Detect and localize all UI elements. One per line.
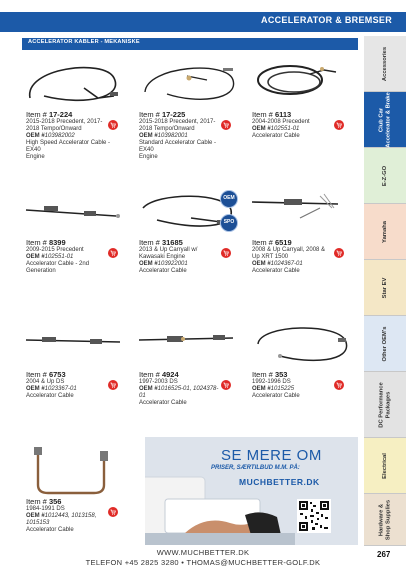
item-prefix: Item # — [252, 238, 273, 247]
item-prefix: Item # — [252, 370, 273, 379]
oem-label: OEM # — [26, 254, 45, 260]
cart-icon[interactable] — [108, 380, 118, 390]
fitment-line: 1984-1991 DS — [26, 506, 65, 512]
fitment-line: 2009-2015 Precedent — [26, 247, 84, 253]
description-line: Accelerator Cable — [139, 400, 187, 406]
item-number — [252, 110, 337, 119]
description-line: Accelerator Cable — [252, 393, 300, 399]
sidebar-tab-label-1: Other OEM's — [381, 326, 388, 361]
oem-number-2: 1015153 — [26, 520, 50, 526]
product-card — [24, 318, 136, 458]
description-line: Accelerator Cable — [252, 268, 300, 274]
oem-number: 103922001 — [157, 261, 188, 267]
oem-label: OEM # — [252, 386, 271, 392]
oem-line-2 — [26, 520, 111, 527]
cart-icon[interactable] — [334, 248, 344, 258]
fitment-line: 2018 Tempo/Onward — [26, 126, 82, 132]
oem-number: 103982001 — [157, 133, 188, 139]
description-line: Engine — [139, 154, 158, 160]
cart-icon[interactable] — [108, 507, 118, 517]
cart-icon[interactable] — [221, 380, 231, 390]
product-info — [26, 110, 111, 161]
sidebar-tab-label — [382, 453, 389, 479]
item-code: 6519 — [274, 238, 292, 247]
ad-subline: PRISER, SÆRTILBUD M.M. PÅ: — [211, 465, 300, 471]
item-code: 8399 — [48, 238, 66, 247]
sidebar-tab-label — [379, 499, 392, 539]
fitment-line: 2004 & Up DS — [26, 379, 65, 385]
product-card — [24, 58, 136, 198]
description-line: Standard Accelerator Cable - EX40 — [139, 140, 217, 153]
sidebar-tab-label-1: DC Performance — [378, 381, 385, 428]
oem-number: 102551-01 — [44, 254, 74, 260]
item-number — [139, 110, 224, 119]
item-code: 353 — [274, 370, 288, 379]
product-info — [26, 238, 111, 275]
product-info — [26, 497, 111, 534]
oem-line — [139, 386, 224, 400]
header-band — [0, 12, 406, 32]
oem-number: 103982002 — [44, 133, 75, 139]
fitment-line: 2008 & Up Carryall, 2008 & — [252, 247, 326, 253]
product-card — [250, 186, 362, 326]
sidebar-tab-label-2: Accelerator & Brake — [385, 91, 391, 148]
item-prefix: Item # — [26, 238, 47, 247]
product-image — [24, 186, 124, 236]
sidebar-tab-label-1: E-Z-GO — [381, 165, 388, 186]
oem-label: OEM # — [26, 513, 45, 519]
page-number: 267 — [377, 550, 391, 559]
sidebar-tab[interactable] — [364, 372, 406, 438]
product-image — [24, 445, 124, 495]
sidebar-tab[interactable] — [364, 316, 406, 372]
oem-label: OEM # — [139, 133, 158, 139]
description-line: Accelerator Cable — [26, 527, 74, 533]
cart-icon[interactable] — [334, 120, 344, 130]
item-code: 31685 — [161, 238, 183, 247]
item-code: 356 — [48, 497, 62, 506]
oem-line — [26, 386, 111, 393]
item-prefix: Item # — [26, 110, 47, 119]
sidebar-tab-label-1: Electrical — [381, 452, 388, 479]
cart-icon[interactable] — [108, 248, 118, 258]
oem-line — [139, 261, 224, 268]
product-info — [252, 238, 337, 275]
oem-label: OEM # — [139, 386, 158, 392]
sidebar-tab-label — [382, 165, 389, 185]
fitment-line: 2018 Tempo/Onward — [139, 126, 195, 132]
product-card — [137, 58, 249, 198]
oem-badge — [220, 190, 238, 208]
sidebar-tab[interactable] — [364, 92, 406, 148]
product-image — [137, 58, 237, 108]
oem-line — [252, 386, 337, 393]
sidebar-tab-label — [379, 92, 392, 147]
ad-site[interactable]: MUCHBETTER.DK — [239, 477, 320, 487]
description-line: Accelerator Cable — [139, 268, 187, 274]
item-prefix: Item # — [252, 110, 273, 119]
oem-number: 1012443, 1013158, — [44, 513, 97, 519]
product-info — [26, 370, 111, 400]
sidebar-tab[interactable] — [364, 260, 406, 316]
product-image — [250, 186, 350, 236]
oem-number: 1015225 — [270, 386, 295, 392]
description-line: High Speed Accelerator Cable - EX40 — [26, 140, 111, 153]
item-code: 4924 — [161, 370, 179, 379]
oem-line — [26, 254, 111, 261]
oem-label: OEM # — [26, 133, 45, 139]
sidebar-tab-label-1: Yamaha — [381, 220, 388, 243]
sidebar-tab-label — [382, 221, 389, 243]
cart-icon[interactable] — [221, 120, 231, 130]
oem-number: 1024367-01 — [270, 261, 303, 267]
fitment-line: 1992-1996 DS — [252, 379, 291, 385]
fitment-line: Kawasaki Engine — [139, 254, 186, 260]
footer-website[interactable]: WWW.MUCHBETTER.DK — [156, 548, 250, 557]
sidebar-tab-label — [379, 382, 392, 427]
product-image — [250, 58, 350, 108]
description-line: Engine — [26, 154, 45, 160]
section-title: ACCELERATOR KABLER - MEKANISKE — [28, 39, 140, 45]
sidebar-tab-label-1: Club Car — [378, 107, 385, 132]
item-number — [26, 238, 111, 247]
footer-contact: TELEFON +45 2825 3280 • THOMAS@MUCHBETTER-GOLF.DK — [85, 558, 321, 567]
product-info — [252, 370, 337, 400]
sidebar-tab[interactable] — [364, 36, 406, 92]
sidebar-tab-label-2: Shop Supplies — [385, 499, 391, 540]
sidebar-tab-label-1: Accessories — [381, 46, 388, 81]
sidebar-tab-label-1: Star EV — [381, 277, 388, 298]
oem-number: 1023367-01 — [44, 386, 77, 392]
fitment-line: 2013 & Up Carryall w/ — [139, 247, 198, 253]
fitment-line: 1997-2003 DS — [139, 379, 178, 385]
page-title: ACCELERATOR & BREMSER — [261, 15, 392, 25]
spo-badge — [220, 214, 238, 232]
oem-label: OEM # — [252, 261, 271, 267]
item-prefix: Item # — [139, 370, 160, 379]
oem-label: OEM # — [252, 126, 271, 132]
fitment-line: Up XRT 1500 — [252, 254, 289, 260]
product-info — [139, 370, 224, 407]
item-prefix: Item # — [26, 497, 47, 506]
oem-line — [252, 261, 337, 268]
item-number — [26, 370, 111, 379]
item-code: 17-224 — [48, 110, 73, 119]
oem-badge-label: OEM — [223, 195, 235, 201]
sidebar-tab[interactable] — [364, 148, 406, 204]
sidebar-tab-label-2: Packages — [385, 391, 391, 418]
oem-line — [26, 133, 111, 140]
oem-number: 1016525-01, 1024378-01 — [139, 386, 219, 399]
promo-banner[interactable] — [145, 437, 358, 545]
description-line: Accelerator Cable — [26, 393, 74, 399]
cart-icon[interactable] — [221, 248, 231, 258]
oem-line — [139, 133, 224, 140]
item-prefix: Item # — [139, 110, 160, 119]
item-code: 6113 — [274, 110, 292, 119]
product-card — [250, 58, 362, 198]
item-number — [139, 370, 224, 379]
item-number — [139, 238, 224, 247]
product-image — [24, 318, 124, 368]
item-number — [26, 497, 111, 506]
sidebar-tab-label — [382, 326, 389, 361]
description-line: Accelerator Cable — [252, 133, 300, 139]
product-image — [24, 58, 124, 108]
fitment-line: 2015-2018 Precedent, 2017- — [139, 119, 216, 125]
sidebar-tab[interactable] — [364, 438, 406, 494]
category-sidebar — [364, 36, 406, 546]
product-info — [139, 110, 224, 161]
oem-number: 102551-01 — [270, 126, 300, 132]
item-prefix: Item # — [26, 370, 47, 379]
cart-icon[interactable] — [334, 380, 344, 390]
sidebar-tab[interactable] — [364, 494, 406, 546]
spo-badge-label: SPO — [223, 219, 235, 225]
oem-label: OEM # — [26, 386, 45, 392]
product-info — [252, 110, 337, 140]
oem-line — [26, 513, 111, 520]
item-code: 6753 — [48, 370, 66, 379]
product-info — [139, 238, 224, 275]
oem-label: OEM # — [139, 261, 158, 267]
sidebar-tab-label — [382, 277, 389, 298]
sidebar-tab-label-1: Hardware & — [378, 503, 385, 536]
sidebar-tab[interactable] — [364, 204, 406, 260]
item-prefix: Item # — [139, 238, 160, 247]
sidebar-tab-label — [382, 46, 389, 80]
section-bar — [22, 38, 358, 50]
cart-icon[interactable] — [108, 120, 118, 130]
item-code: 17-225 — [161, 110, 186, 119]
item-number — [252, 370, 337, 379]
item-number — [252, 238, 337, 247]
product-image — [250, 318, 350, 368]
product-image — [137, 318, 237, 368]
oem-line — [252, 126, 337, 133]
fitment-line: 2015-2018 Precedent, 2017- — [26, 119, 103, 125]
item-number — [26, 110, 111, 119]
ad-headline: SE MERE OM — [221, 447, 322, 464]
product-card — [24, 186, 136, 326]
fitment-line: 2004-2008 Precedent — [252, 119, 310, 125]
description-line: Accelerator Cable - 2nd Generation — [26, 261, 90, 274]
qr-code-icon[interactable] — [297, 499, 331, 533]
